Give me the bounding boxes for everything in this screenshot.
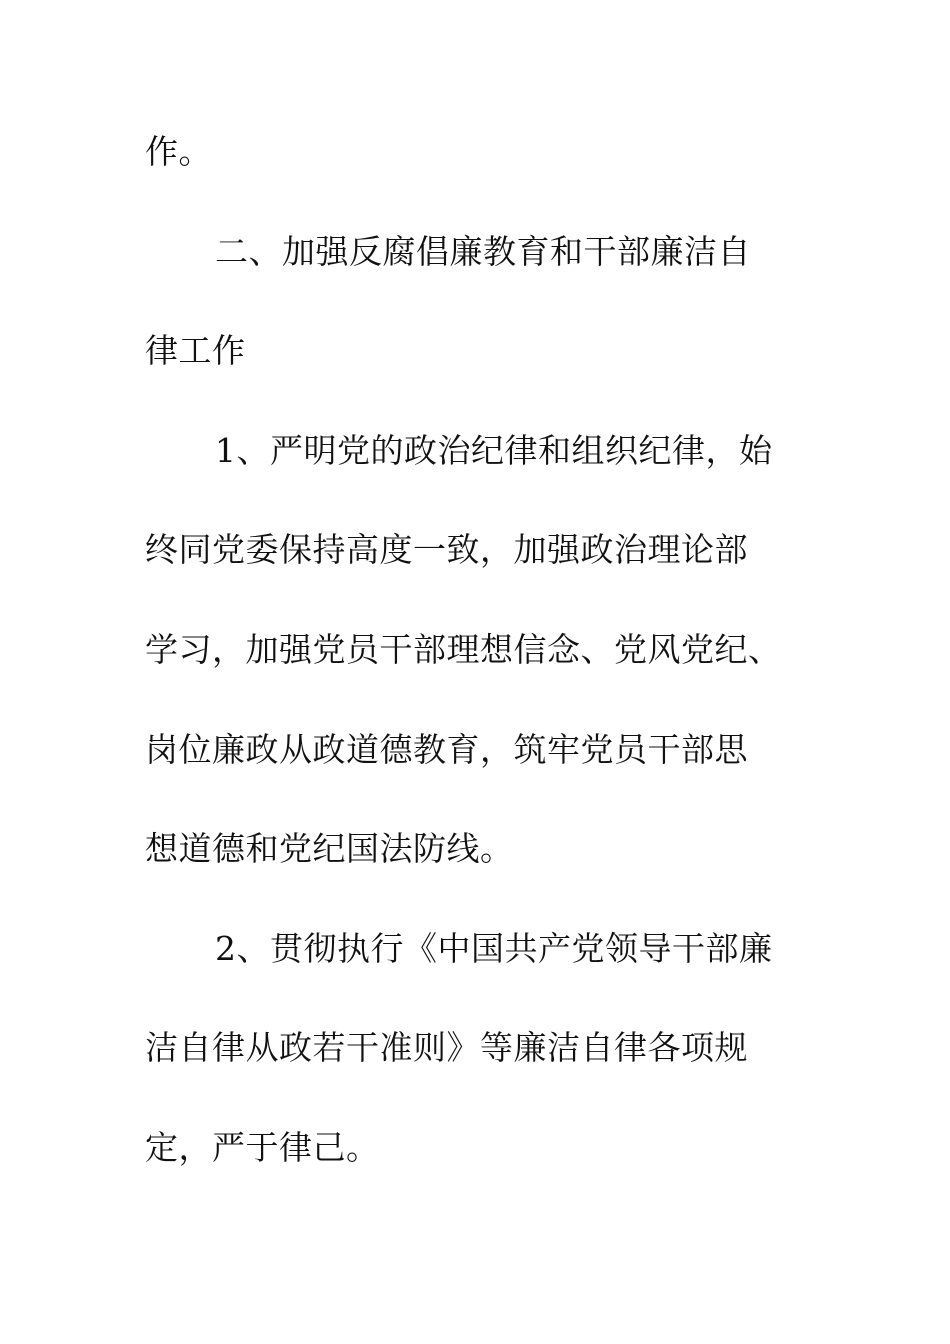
paragraph-line: 作。	[145, 132, 212, 171]
paragraph-line: 终同党委保持高度一致，加强政治理论部	[145, 530, 748, 569]
paragraph-line: 岗位廉政从政道德教育，筑牢党员干部思	[145, 730, 748, 769]
section-heading-line: 二、加强反腐倡廉教育和干部廉洁自	[215, 232, 751, 271]
paragraph-line: 洁自律从政若干准则》等廉洁自律各项规	[145, 1028, 748, 1067]
paragraph-line: 学习，加强党员干部理想信念、党风党纪、	[145, 630, 782, 669]
paragraph-line: 想道德和党纪国法防线。	[145, 829, 514, 868]
section-heading-line: 律工作	[145, 331, 246, 370]
paragraph-line: 定，严于律己。	[145, 1128, 380, 1167]
paragraph-line: 1、严明党的政治纪律和组织纪律，始	[215, 431, 773, 470]
paragraph-line: 2、贯彻执行《中国共产党领导干部廉	[215, 929, 773, 968]
